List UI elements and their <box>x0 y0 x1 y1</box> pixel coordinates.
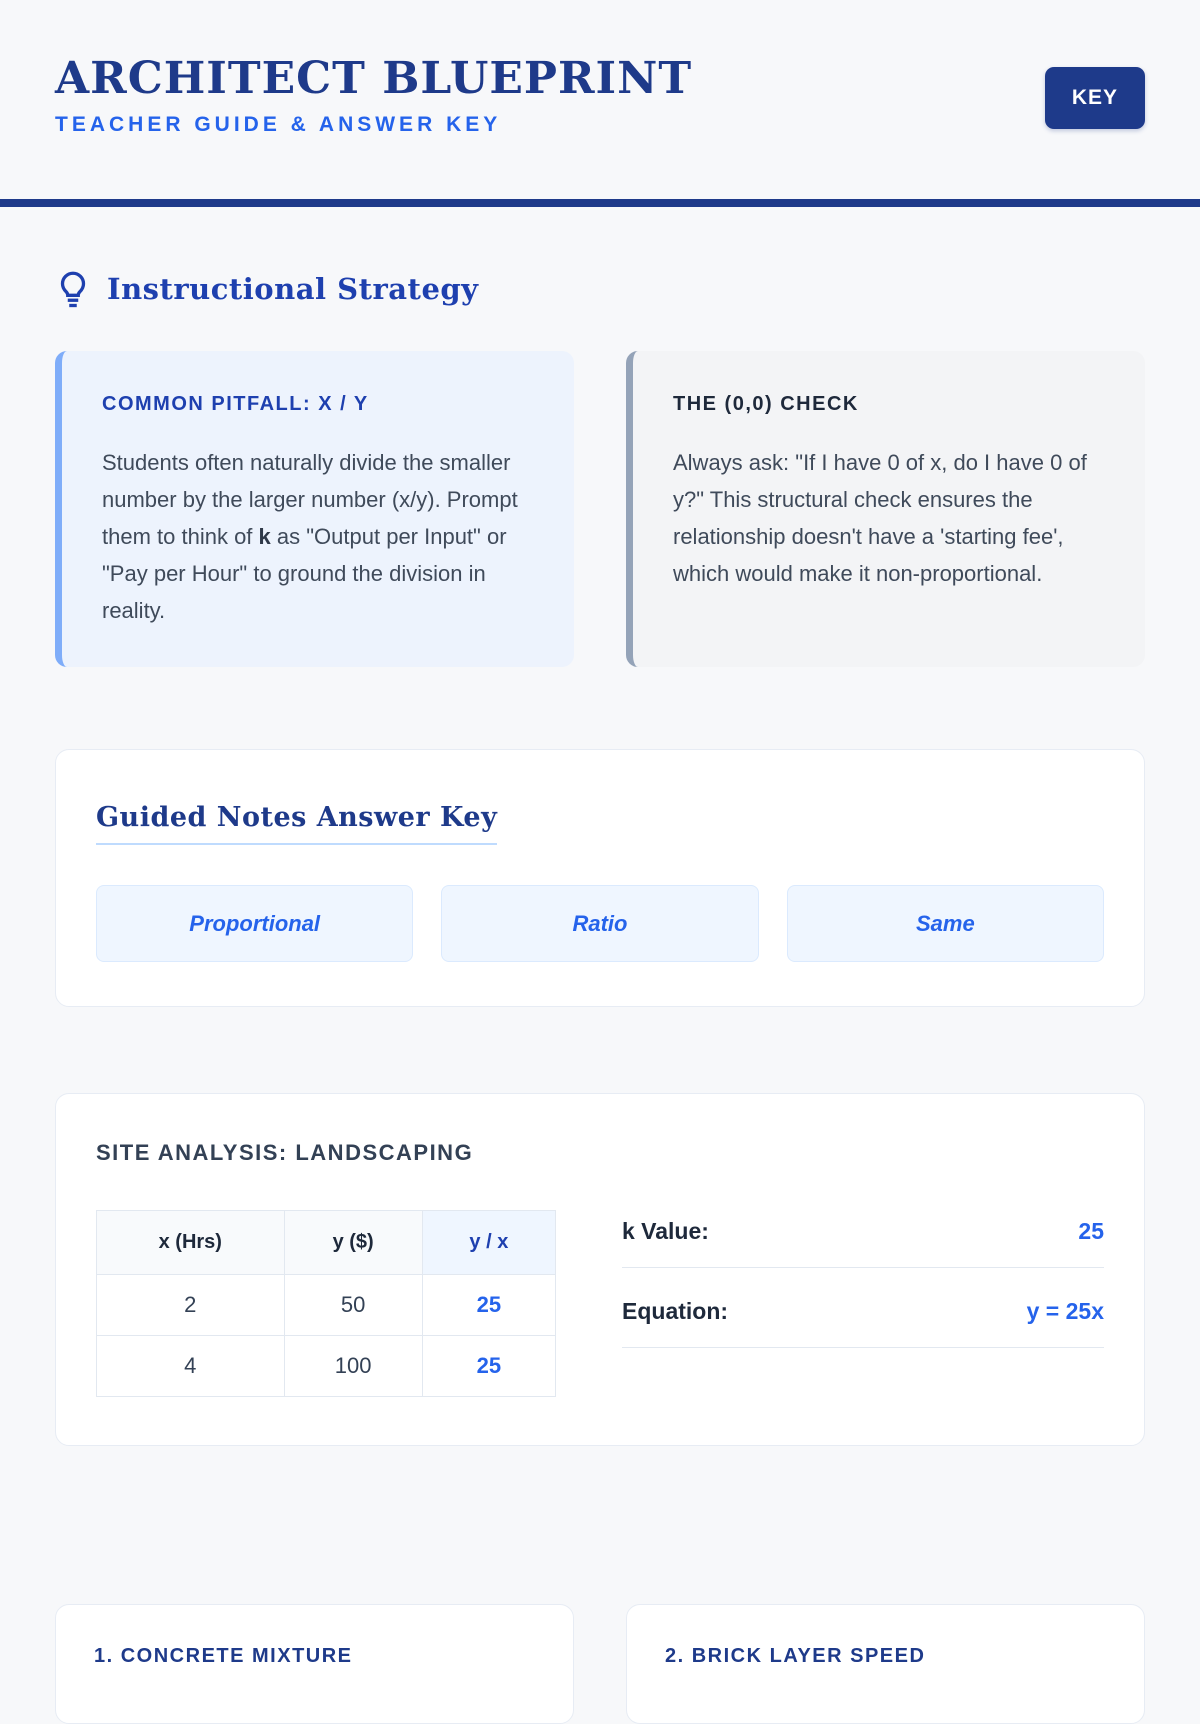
page-subtitle: TEACHER GUIDE & ANSWER KEY <box>55 113 502 137</box>
main-content <box>0 269 1200 1724</box>
k-value-row <box>622 1218 1104 1268</box>
cell-x-2: 4 <box>97 1336 285 1397</box>
section-title: Instructional Strategy <box>107 272 479 306</box>
guided-notes-answers <box>96 885 1104 962</box>
col-header-x: x (Hrs) <box>97 1211 285 1275</box>
cell-x-1: 2 <box>97 1275 285 1336</box>
cell-yx-1: 25 <box>422 1275 555 1336</box>
problem-card-brick <box>626 1604 1145 1724</box>
site-analysis-panel <box>55 1093 1145 1446</box>
answer-box-ratio: Ratio <box>441 885 758 962</box>
equation-value: y = 25x <box>1026 1298 1104 1324</box>
table-row <box>97 1275 556 1336</box>
guided-notes-panel <box>55 749 1145 1007</box>
common-pitfall-card <box>55 351 574 667</box>
zero-check-card <box>626 351 1145 667</box>
k-value-label: k Value: <box>622 1218 709 1244</box>
guided-notes-heading: Guided Notes Answer Key <box>96 802 497 845</box>
pitfall-card-title: COMMON PITFALL: X / Y <box>102 393 369 415</box>
cell-yx-2: 25 <box>422 1336 555 1397</box>
equation-row <box>622 1298 1104 1348</box>
cell-y-2: 100 <box>284 1336 422 1397</box>
strategy-cards <box>55 351 1145 667</box>
lightbulb-icon <box>55 269 91 309</box>
equation-label: Equation: <box>622 1298 729 1324</box>
ratio-table <box>96 1210 556 1397</box>
site-analysis-heading: SITE ANALYSIS: LANDSCAPING <box>96 1140 474 1165</box>
answer-box-same: Same <box>787 885 1104 962</box>
problem-title-brick: 2. BRICK LAYER SPEED <box>665 1645 926 1667</box>
k-value: 25 <box>1078 1218 1104 1244</box>
zero-check-card-body: Always ask: "If I have 0 of x, do I have 0 of y?" This structural check ensures the relationship doesn't have a 'starting fee', which would make it non-proportional. <box>673 450 1087 586</box>
page-title: ARCHITECT BLUEPRINT <box>55 53 693 104</box>
key-badge-button[interactable]: KEY <box>1045 67 1145 129</box>
cell-y-1: 50 <box>284 1275 422 1336</box>
pitfall-card-body: Students often naturally divide the smaller number by the larger number (x/y). Prompt them to think of k as "Output per Input" or "Pay per Hour" to ground the division in reality. <box>102 450 518 623</box>
zero-check-card-title: THE (0,0) CHECK <box>673 393 859 415</box>
problem-title-concrete: 1. CONCRETE MIXTURE <box>94 1645 353 1667</box>
page-header <box>0 0 1200 199</box>
table-row <box>97 1336 556 1397</box>
header-divider-bar <box>0 199 1200 207</box>
header-title-block <box>55 55 692 137</box>
site-analysis-content <box>96 1210 1104 1397</box>
col-header-yx: y / x <box>422 1211 555 1275</box>
problem-card-concrete <box>55 1604 574 1724</box>
key-values-panel <box>622 1210 1104 1348</box>
col-header-y: y ($) <box>284 1211 422 1275</box>
instructional-strategy-header <box>55 269 1145 309</box>
ratio-table-header-row <box>97 1211 556 1275</box>
answer-box-proportional: Proportional <box>96 885 413 962</box>
problems-grid <box>55 1604 1145 1724</box>
